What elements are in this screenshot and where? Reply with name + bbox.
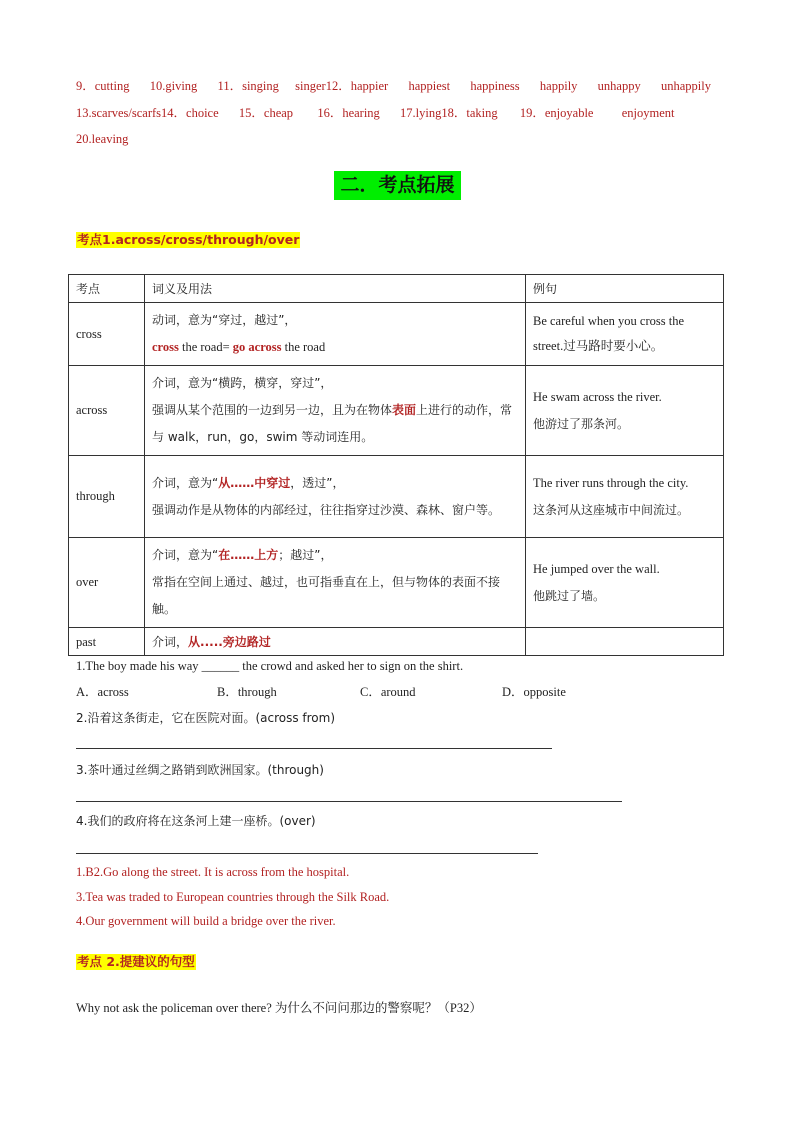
example-text: He jumped over the wall. — [533, 561, 660, 576]
answers-line-2 — [76, 105, 674, 121]
grammar-table — [68, 274, 724, 656]
example-cell — [526, 366, 724, 456]
highlight-text: 从.....旁边路过 — [188, 634, 271, 649]
term-cell: across — [69, 366, 145, 456]
example-cell — [526, 628, 724, 656]
example-text: 他游过了那条河。 — [533, 416, 630, 431]
answer-key-2: 3.Tea was traded to European countries through the Silk Road. — [76, 890, 390, 904]
example-sentence: Why not ask the policeman over there? 为什么不问问那边的警察呢？（P32） — [76, 1001, 482, 1015]
answer-item: 20.leaving — [76, 132, 129, 146]
answer-item: happiness — [470, 79, 520, 93]
table-row — [69, 366, 724, 456]
option-a: A．across — [76, 685, 129, 699]
table-row — [69, 456, 724, 538]
usage-text: 上进行的动作，常与 walk，run，go，swim 等动词连用。 — [152, 403, 513, 444]
question-2: 2.沿着这条街走，它在医院对面。(across from) — [76, 711, 336, 725]
usage-cell — [145, 366, 526, 456]
option-b: B．through — [217, 685, 277, 699]
usage-text — [152, 542, 518, 569]
answer-key-1: 1.B2.Go along the street. It is across from the hospital. — [76, 865, 350, 879]
usage-text: 常指在空间上通过、越过，也可指垂直在上，但与物体的表面不接触。 — [152, 575, 501, 616]
answers-line-3 — [76, 131, 128, 147]
answer-item: happiest — [408, 79, 451, 93]
table-row — [69, 628, 724, 656]
usage-text: 介词，意为“ — [152, 548, 219, 562]
example-text: The river runs through the city. — [533, 475, 689, 490]
usage-cell — [145, 628, 526, 656]
answer-item: enjoyment — [621, 106, 675, 120]
answer-item: unhappily — [660, 79, 711, 93]
header-cell: 例句 — [526, 275, 724, 303]
table-row — [69, 538, 724, 628]
usage-text: 介词，意为“横跨，横穿，穿过”， — [152, 376, 333, 390]
usage-text — [152, 334, 518, 361]
topic-1-title: 考点1.across/cross/through/over — [77, 232, 300, 247]
usage-text: ；越过”， — [278, 548, 333, 562]
answer-item: unhappy — [597, 79, 641, 93]
term-cell: over — [69, 538, 145, 628]
example-cell — [526, 456, 724, 538]
topic-2-title: 考点 2.提建议的句型 — [77, 954, 195, 969]
example-text: 这条河从这座城市中间流过。 — [533, 502, 690, 517]
usage-text — [152, 470, 518, 497]
section-heading: 二．考点拓展 — [334, 171, 461, 200]
answer-blank-line — [76, 853, 538, 854]
highlight-text: go across — [232, 340, 282, 354]
table-header-row — [69, 275, 724, 303]
answers-line-1 — [76, 78, 711, 94]
answer-item: singer12．happier — [295, 79, 389, 93]
usage-text: ，透过”， — [290, 475, 345, 490]
answer-key-3: 4.Our government will build a bridge over the river. — [76, 914, 336, 928]
example-text: Be careful when you cross the street.过马路时要小心。 — [533, 314, 684, 353]
term-cell: cross — [69, 303, 145, 366]
usage-text: the road= — [178, 340, 233, 354]
example-text: 他跳过了墙。 — [533, 588, 606, 603]
table-row — [69, 303, 724, 366]
answer-item: 19．enjoyable — [519, 106, 594, 120]
example-text: He swam across the river. — [533, 389, 662, 404]
example-cell — [526, 303, 724, 366]
example-cell — [526, 538, 724, 628]
question-3: 3.茶叶通过丝绸之路销到欧洲国家。(through) — [76, 763, 324, 777]
usage-text: 介词， — [152, 634, 189, 649]
answer-item: 10.giving — [149, 79, 198, 93]
highlight-text: 从……中穿过 — [218, 475, 291, 490]
usage-text: 动词，意为“穿过，越过”， — [152, 313, 297, 327]
answer-item: 9．cutting — [76, 79, 130, 93]
header-cell: 词义及用法 — [145, 275, 526, 303]
answer-item: happily — [539, 79, 578, 93]
term-cell: past — [69, 628, 145, 656]
usage-text: 强调动作是从物体的内部经过，往往指穿过沙漠、森林、窗户等。 — [152, 502, 501, 517]
usage-text: the road — [281, 340, 326, 354]
highlight-text: 表面 — [392, 403, 417, 417]
term-cell: through — [69, 456, 145, 538]
header-cell: 考点 — [69, 275, 145, 303]
question-1: 1.The boy made his way ______ the crowd and asked her to sign on the shirt. — [76, 659, 464, 673]
highlight-text: 在……上方 — [218, 548, 279, 562]
usage-text: 强调从某个范围的一边到另一边，且为在物体 — [152, 403, 393, 417]
usage-cell — [145, 303, 526, 366]
answer-blank-line — [76, 801, 622, 802]
option-d: D．opposite — [502, 685, 566, 699]
answer-item: 11．singing — [217, 79, 279, 93]
usage-text — [152, 397, 518, 451]
answer-item: 13.scarves/scarfs14．choice — [76, 106, 219, 120]
usage-cell — [145, 538, 526, 628]
answer-blank-line — [76, 748, 552, 749]
answer-item: 15．cheap — [238, 106, 294, 120]
usage-cell — [145, 456, 526, 538]
highlight-text: cross — [152, 340, 179, 354]
option-c: C．around — [360, 685, 416, 699]
question-4: 4.我们的政府将在这条河上建一座桥。(over) — [76, 814, 316, 828]
answer-item: 17.lying18．taking — [400, 106, 498, 120]
usage-text: 介词，意为“ — [152, 475, 219, 490]
answer-item: 16．hearing — [317, 106, 380, 120]
